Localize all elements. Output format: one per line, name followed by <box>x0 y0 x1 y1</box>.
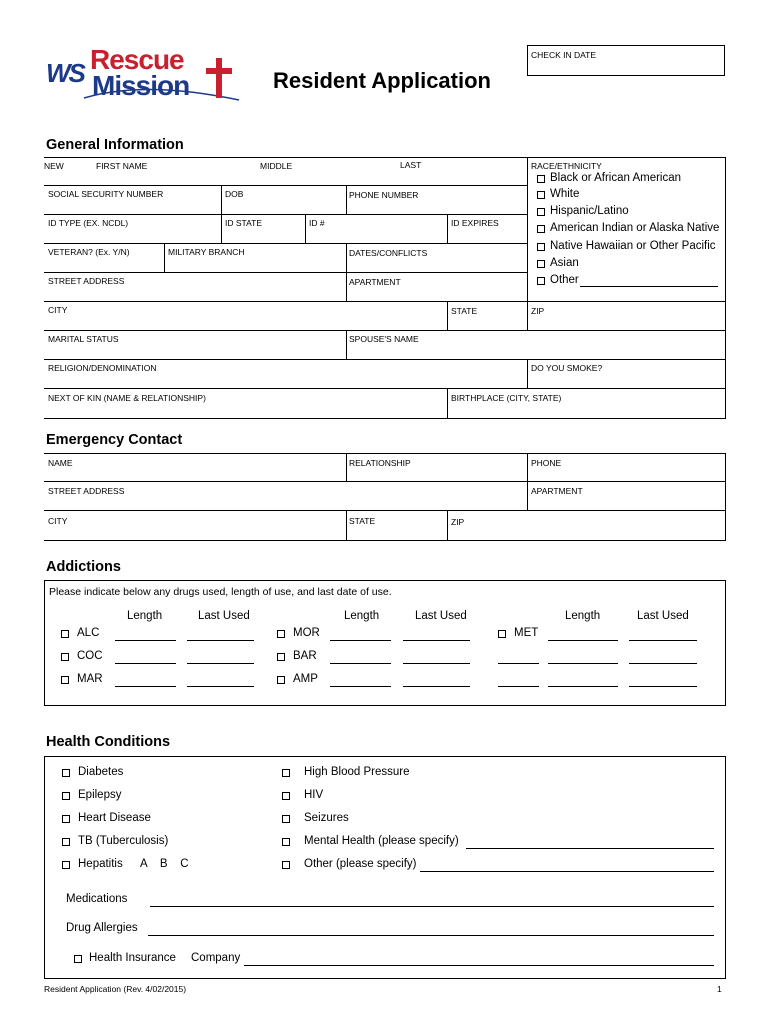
addictions-box <box>44 580 726 706</box>
check-in-label: CHECK IN DATE <box>531 50 597 60</box>
mor-checkbox[interactable] <box>277 630 285 638</box>
amp-length-field[interactable] <box>330 686 391 687</box>
race-white-label: White <box>550 188 580 200</box>
race-label: RACE/ETHNICITY <box>531 161 602 171</box>
other-drug-2-name-field[interactable] <box>498 686 539 687</box>
amp-last-used-field[interactable] <box>403 686 470 687</box>
birthplace-label: BIRTHPLACE (CITY, STATE) <box>451 393 562 403</box>
other-condition-label: Other (please specify) <box>304 858 417 870</box>
other-condition-checkbox[interactable] <box>282 861 290 869</box>
race-white-checkbox[interactable] <box>537 191 545 199</box>
length-header-3: Length <box>565 610 601 622</box>
high-bp-label: High Blood Pressure <box>304 766 410 778</box>
epilepsy-checkbox[interactable] <box>62 792 70 800</box>
city-label: CITY <box>48 305 68 315</box>
mar-length-field[interactable] <box>115 686 176 687</box>
phone-label: PHONE NUMBER <box>349 190 419 200</box>
coc-last-used-field[interactable] <box>187 663 254 664</box>
met-last-used-field[interactable] <box>629 640 697 641</box>
bar-checkbox[interactable] <box>277 653 285 661</box>
logo-ws: WS <box>46 58 84 88</box>
spouse-label: SPOUSE'S NAME <box>349 334 419 344</box>
drug-allergies-label: Drug Allergies <box>66 922 138 934</box>
dates-label: DATES/CONFLICTS <box>349 248 428 258</box>
check-in-date-box[interactable] <box>527 45 725 76</box>
logo-mission: Mission <box>92 70 190 101</box>
tb-label: TB (Tuberculosis) <box>78 835 169 847</box>
race-hispanic-checkbox[interactable] <box>537 208 545 216</box>
mar-checkbox[interactable] <box>61 676 69 684</box>
race-pacific-label: Native Hawaiian or Other Pacific <box>550 240 716 252</box>
addictions-instruction: Please indicate below any drugs used, length of use, and last date of use. <box>49 586 392 598</box>
middle-label: MIDDLE <box>260 161 293 171</box>
mor-label: MOR <box>293 627 320 639</box>
company-field[interactable] <box>244 965 714 966</box>
met-checkbox[interactable] <box>498 630 506 638</box>
general-heading: General Information <box>46 137 184 153</box>
race-american-indian-checkbox[interactable] <box>537 225 545 233</box>
ec-zip-label: ZIP <box>451 517 465 527</box>
other-drug-1-last-used-field[interactable] <box>629 663 697 664</box>
drug-allergies-field[interactable] <box>148 935 714 936</box>
ssn-label: SOCIAL SECURITY NUMBER <box>48 189 164 199</box>
hiv-checkbox[interactable] <box>282 792 290 800</box>
alc-length-field[interactable] <box>115 640 176 641</box>
mental-health-checkbox[interactable] <box>282 838 290 846</box>
health-insurance-label: Health Insurance <box>89 952 176 964</box>
first-name-label: FIRST NAME <box>96 161 148 171</box>
race-american-indian-label: American Indian or Alaska Native <box>550 222 720 234</box>
other-drug-1-length-field[interactable] <box>548 663 618 664</box>
other-drug-2-length-field[interactable] <box>548 686 618 687</box>
alc-label: ALC <box>77 627 100 639</box>
seizures-label: Seizures <box>304 812 349 824</box>
logo <box>44 40 244 112</box>
coc-length-field[interactable] <box>115 663 176 664</box>
general-info-form <box>44 157 726 421</box>
street-label: STREET ADDRESS <box>48 276 125 286</box>
seizures-checkbox[interactable] <box>282 815 290 823</box>
dob-label: DOB <box>225 189 244 199</box>
company-label: Company <box>191 952 241 964</box>
tb-checkbox[interactable] <box>62 838 70 846</box>
health-insurance-checkbox[interactable] <box>74 955 82 963</box>
high-bp-checkbox[interactable] <box>282 769 290 777</box>
alc-last-used-field[interactable] <box>187 640 254 641</box>
page-title: Resident Application <box>273 68 491 93</box>
ec-city-label: CITY <box>48 516 68 526</box>
met-length-field[interactable] <box>548 640 618 641</box>
smoke-label: DO YOU SMOKE? <box>531 363 603 373</box>
marital-label: MARITAL STATUS <box>48 334 119 344</box>
mental-health-field[interactable] <box>466 848 714 849</box>
last-used-header-2: Last Used <box>415 610 467 622</box>
met-label: MET <box>514 627 539 639</box>
bar-length-field[interactable] <box>330 663 391 664</box>
race-pacific-checkbox[interactable] <box>537 243 545 251</box>
kin-label: NEXT OF KIN (NAME & RELATIONSHIP) <box>48 393 206 403</box>
ec-phone-label: PHONE <box>531 458 562 468</box>
race-black-checkbox[interactable] <box>537 175 545 183</box>
length-header-1: Length <box>127 610 163 622</box>
race-asian-checkbox[interactable] <box>537 260 545 268</box>
id-type-label: ID TYPE (EX. NCDL) <box>48 218 129 228</box>
ec-state-label: STATE <box>349 516 376 526</box>
emergency-heading: Emergency Contact <box>46 432 183 448</box>
race-other-label: Other <box>550 274 579 286</box>
addictions-heading: Addictions <box>46 559 121 575</box>
ec-street-label: STREET ADDRESS <box>48 486 125 496</box>
mor-last-used-field[interactable] <box>403 640 470 641</box>
mental-health-label: Mental Health (please specify) <box>304 835 459 847</box>
heart-disease-checkbox[interactable] <box>62 815 70 823</box>
veteran-label: VETERAN? (Ex. Y/N) <box>48 247 130 257</box>
hepatitis-label: Hepatitis <box>78 858 123 870</box>
health-box <box>44 756 726 979</box>
logo-rescue: Rescue <box>90 44 184 75</box>
coc-checkbox[interactable] <box>61 653 69 661</box>
branch-label: MILITARY BRANCH <box>168 247 245 257</box>
mar-label: MAR <box>77 673 103 685</box>
medications-label: Medications <box>66 893 128 905</box>
epilepsy-label: Epilepsy <box>78 789 122 801</box>
zip-label: ZIP <box>531 306 545 316</box>
bar-label: BAR <box>293 650 317 662</box>
diabetes-checkbox[interactable] <box>62 769 70 777</box>
bar-last-used-field[interactable] <box>403 663 470 664</box>
footer-page-number: 1 <box>717 984 722 994</box>
other-drug-2-last-used-field[interactable] <box>629 686 697 687</box>
hepatitis-types[interactable]: A B C <box>140 858 189 870</box>
race-asian-label: Asian <box>550 257 579 269</box>
new-label: NEW <box>44 161 64 171</box>
last-used-header-3: Last Used <box>637 610 689 622</box>
amp-checkbox[interactable] <box>277 676 285 684</box>
id-number-label: ID # <box>309 218 325 228</box>
ec-apartment-label: APARTMENT <box>531 486 583 496</box>
length-header-2: Length <box>344 610 380 622</box>
other-condition-field[interactable] <box>420 871 714 872</box>
race-other-line[interactable] <box>580 286 718 287</box>
hepatitis-checkbox[interactable] <box>62 861 70 869</box>
id-state-label: ID STATE <box>225 218 262 228</box>
race-black-label: Black or African American <box>550 172 682 184</box>
other-drug-1-name-field[interactable] <box>498 663 539 664</box>
state-label: STATE <box>451 306 478 316</box>
mor-length-field[interactable] <box>330 640 391 641</box>
race-hispanic-label: Hispanic/Latino <box>550 205 629 217</box>
amp-label: AMP <box>293 673 318 685</box>
heart-disease-label: Heart Disease <box>78 812 151 824</box>
race-other-checkbox[interactable] <box>537 277 545 285</box>
religion-label: RELIGION/DENOMINATION <box>48 363 157 373</box>
last-used-header-1: Last Used <box>198 610 250 622</box>
alc-checkbox[interactable] <box>61 630 69 638</box>
ec-name-label: NAME <box>48 458 73 468</box>
medications-field[interactable] <box>150 906 714 907</box>
hiv-label: HIV <box>304 789 324 801</box>
mar-last-used-field[interactable] <box>187 686 254 687</box>
emergency-form <box>44 453 726 541</box>
ec-relationship-label: RELATIONSHIP <box>349 458 411 468</box>
footer-revision: Resident Application (Rev. 4/02/2015) <box>44 984 187 994</box>
health-heading: Health Conditions <box>46 734 171 750</box>
apartment-label: APARTMENT <box>349 277 401 287</box>
cross-icon <box>206 58 232 98</box>
coc-label: COC <box>77 650 103 662</box>
last-label: LAST <box>400 160 422 170</box>
diabetes-label: Diabetes <box>78 766 124 778</box>
id-expires-label: ID EXPIRES <box>451 218 499 228</box>
